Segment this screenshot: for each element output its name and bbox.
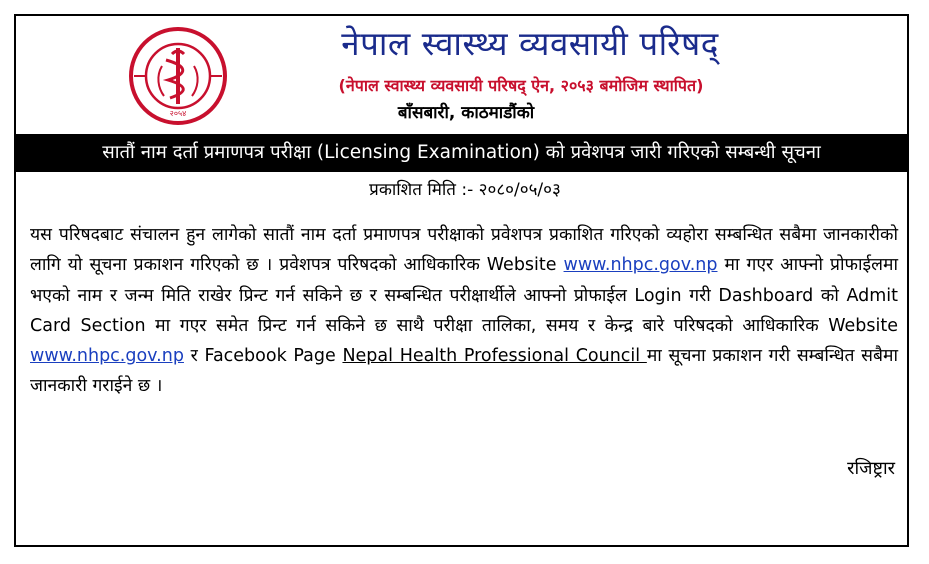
registrar-signature: रजिष्ट्रार bbox=[847, 458, 895, 479]
notice-body bbox=[30, 220, 898, 402]
body-text-part-3: र Facebook Page bbox=[183, 346, 343, 367]
website-link-1[interactable]: www.nhpc.gov.np bbox=[563, 255, 718, 276]
logo-year: २०५४ bbox=[169, 109, 187, 118]
facebook-page-link[interactable]: Nepal Health Professional Council bbox=[342, 346, 647, 367]
website-link-2[interactable]: www.nhpc.gov.np bbox=[30, 346, 184, 367]
organization-subtitle: (नेपाल स्वास्थ्य व्यवसायी परिषद् ऐन, २०५३ बमोजिम स्थापित) bbox=[338, 76, 704, 95]
published-date: प्रकाशित मिति :- २०८०/०५/०३ bbox=[369, 180, 561, 200]
body-text-part-4: मा सूचना प्रकाशन गरी सम्बन्धित सबैमा जानकारी गराईने छ । bbox=[30, 346, 898, 397]
council-logo bbox=[126, 26, 230, 126]
notice-title-banner: सातौं नाम दर्ता प्रमाणपत्र परीक्षा (Licensing Examination) को प्रवेशपत्र जारी गरिएको सम्बन्धी सूचना bbox=[16, 134, 907, 172]
body-text-part-1: यस परिषदबाट संचालन हुन लागेको सातौं नाम दर्ता प्रमाणपत्र परीक्षाको प्रवेशपत्र प्रकाशित गरिएको व्यहोरा सम्बन्धित सबैमा जानकारीको लागि यो सूचना प्रकाशन गरिएको छ । प्रवेशपत्र परिषदको आधिकारिक Website bbox=[30, 225, 898, 276]
organization-name: नेपाल स्वास्थ्य व्यवसायी परिषद् bbox=[341, 24, 719, 63]
organization-address: बाँसबारी, काठमाडौंको bbox=[397, 103, 535, 123]
body-text-part-2: मा गएर आफ्नो प्रोफाईलमा भएको नाम र जन्म मिति राखेर प्रिन्ट गर्न सकिने छ र सम्बन्धित परीक्षार्थीले आफ्नो प्रोफाईल Login गरी Dashboard को Admit Card Section मा गएर समेत प्रिन्ट गर्न सकिने छ साथै परीक्षा तालिका, समय र केन्द्र बारे परिषदको आधिकारिक Website bbox=[30, 255, 898, 336]
